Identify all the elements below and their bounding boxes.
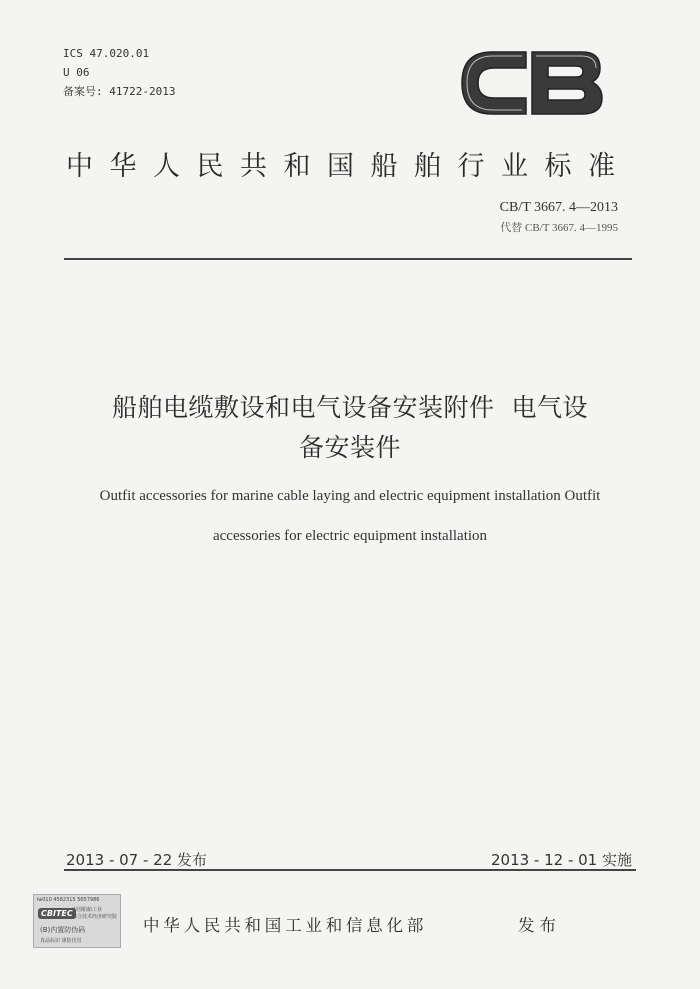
standard-code-block <box>500 200 618 235</box>
stamp-footer: 真品标识 谨防仿冒 <box>40 938 82 944</box>
stamp-org-line-2: 综合技术经济研究院 <box>72 914 118 920</box>
english-title-line-1: Outfit accessories for marine cable laying and electric equipment installation Outfit <box>99 488 601 504</box>
cb-logo <box>456 44 606 122</box>
ics-code: ICS 47.020.01 <box>63 47 150 60</box>
stamp-label: (B)内置防伪码 <box>40 926 86 934</box>
issuing-authority: 中华人民共和国工业和信息化部 <box>143 916 428 935</box>
anti-counterfeit-label <box>33 894 121 948</box>
record-number: 备案号: 41722-2013 <box>63 85 176 98</box>
replaced-standard: 代替 CB/T 3667. 4—1995 <box>500 222 618 234</box>
english-title-line-2: accessories for electric equipment installation <box>212 528 488 544</box>
stamp-brand: CBITEC <box>38 908 76 919</box>
issue-label: 发布 <box>518 916 561 935</box>
standard-title: 中华人民共和国船舶行业标准 <box>66 151 632 182</box>
stamp-serial: №010 4562315 5657986 <box>37 897 100 903</box>
chinese-title-line-1: 船舶电缆敷设和电气设备安装附件 电气设 <box>112 393 588 422</box>
category-code: U 06 <box>63 66 90 79</box>
top-divider <box>64 258 632 260</box>
chinese-title-line-2: 备安装件 <box>298 433 401 462</box>
standard-code: CB/T 3667. 4—2013 <box>499 200 618 215</box>
english-title <box>45 476 655 556</box>
issue-date: 2013 - 07 - 22 发布 <box>66 851 208 869</box>
chinese-title <box>40 388 660 468</box>
metadata-block <box>63 44 175 101</box>
implementation-date: 2013 - 12 - 01 实施 <box>490 851 632 869</box>
logo-letter-b <box>532 52 602 114</box>
logo-letter-c <box>462 52 526 114</box>
bottom-divider <box>64 869 636 871</box>
stamp-org-line-1: 中国船舶工业 <box>72 907 103 913</box>
